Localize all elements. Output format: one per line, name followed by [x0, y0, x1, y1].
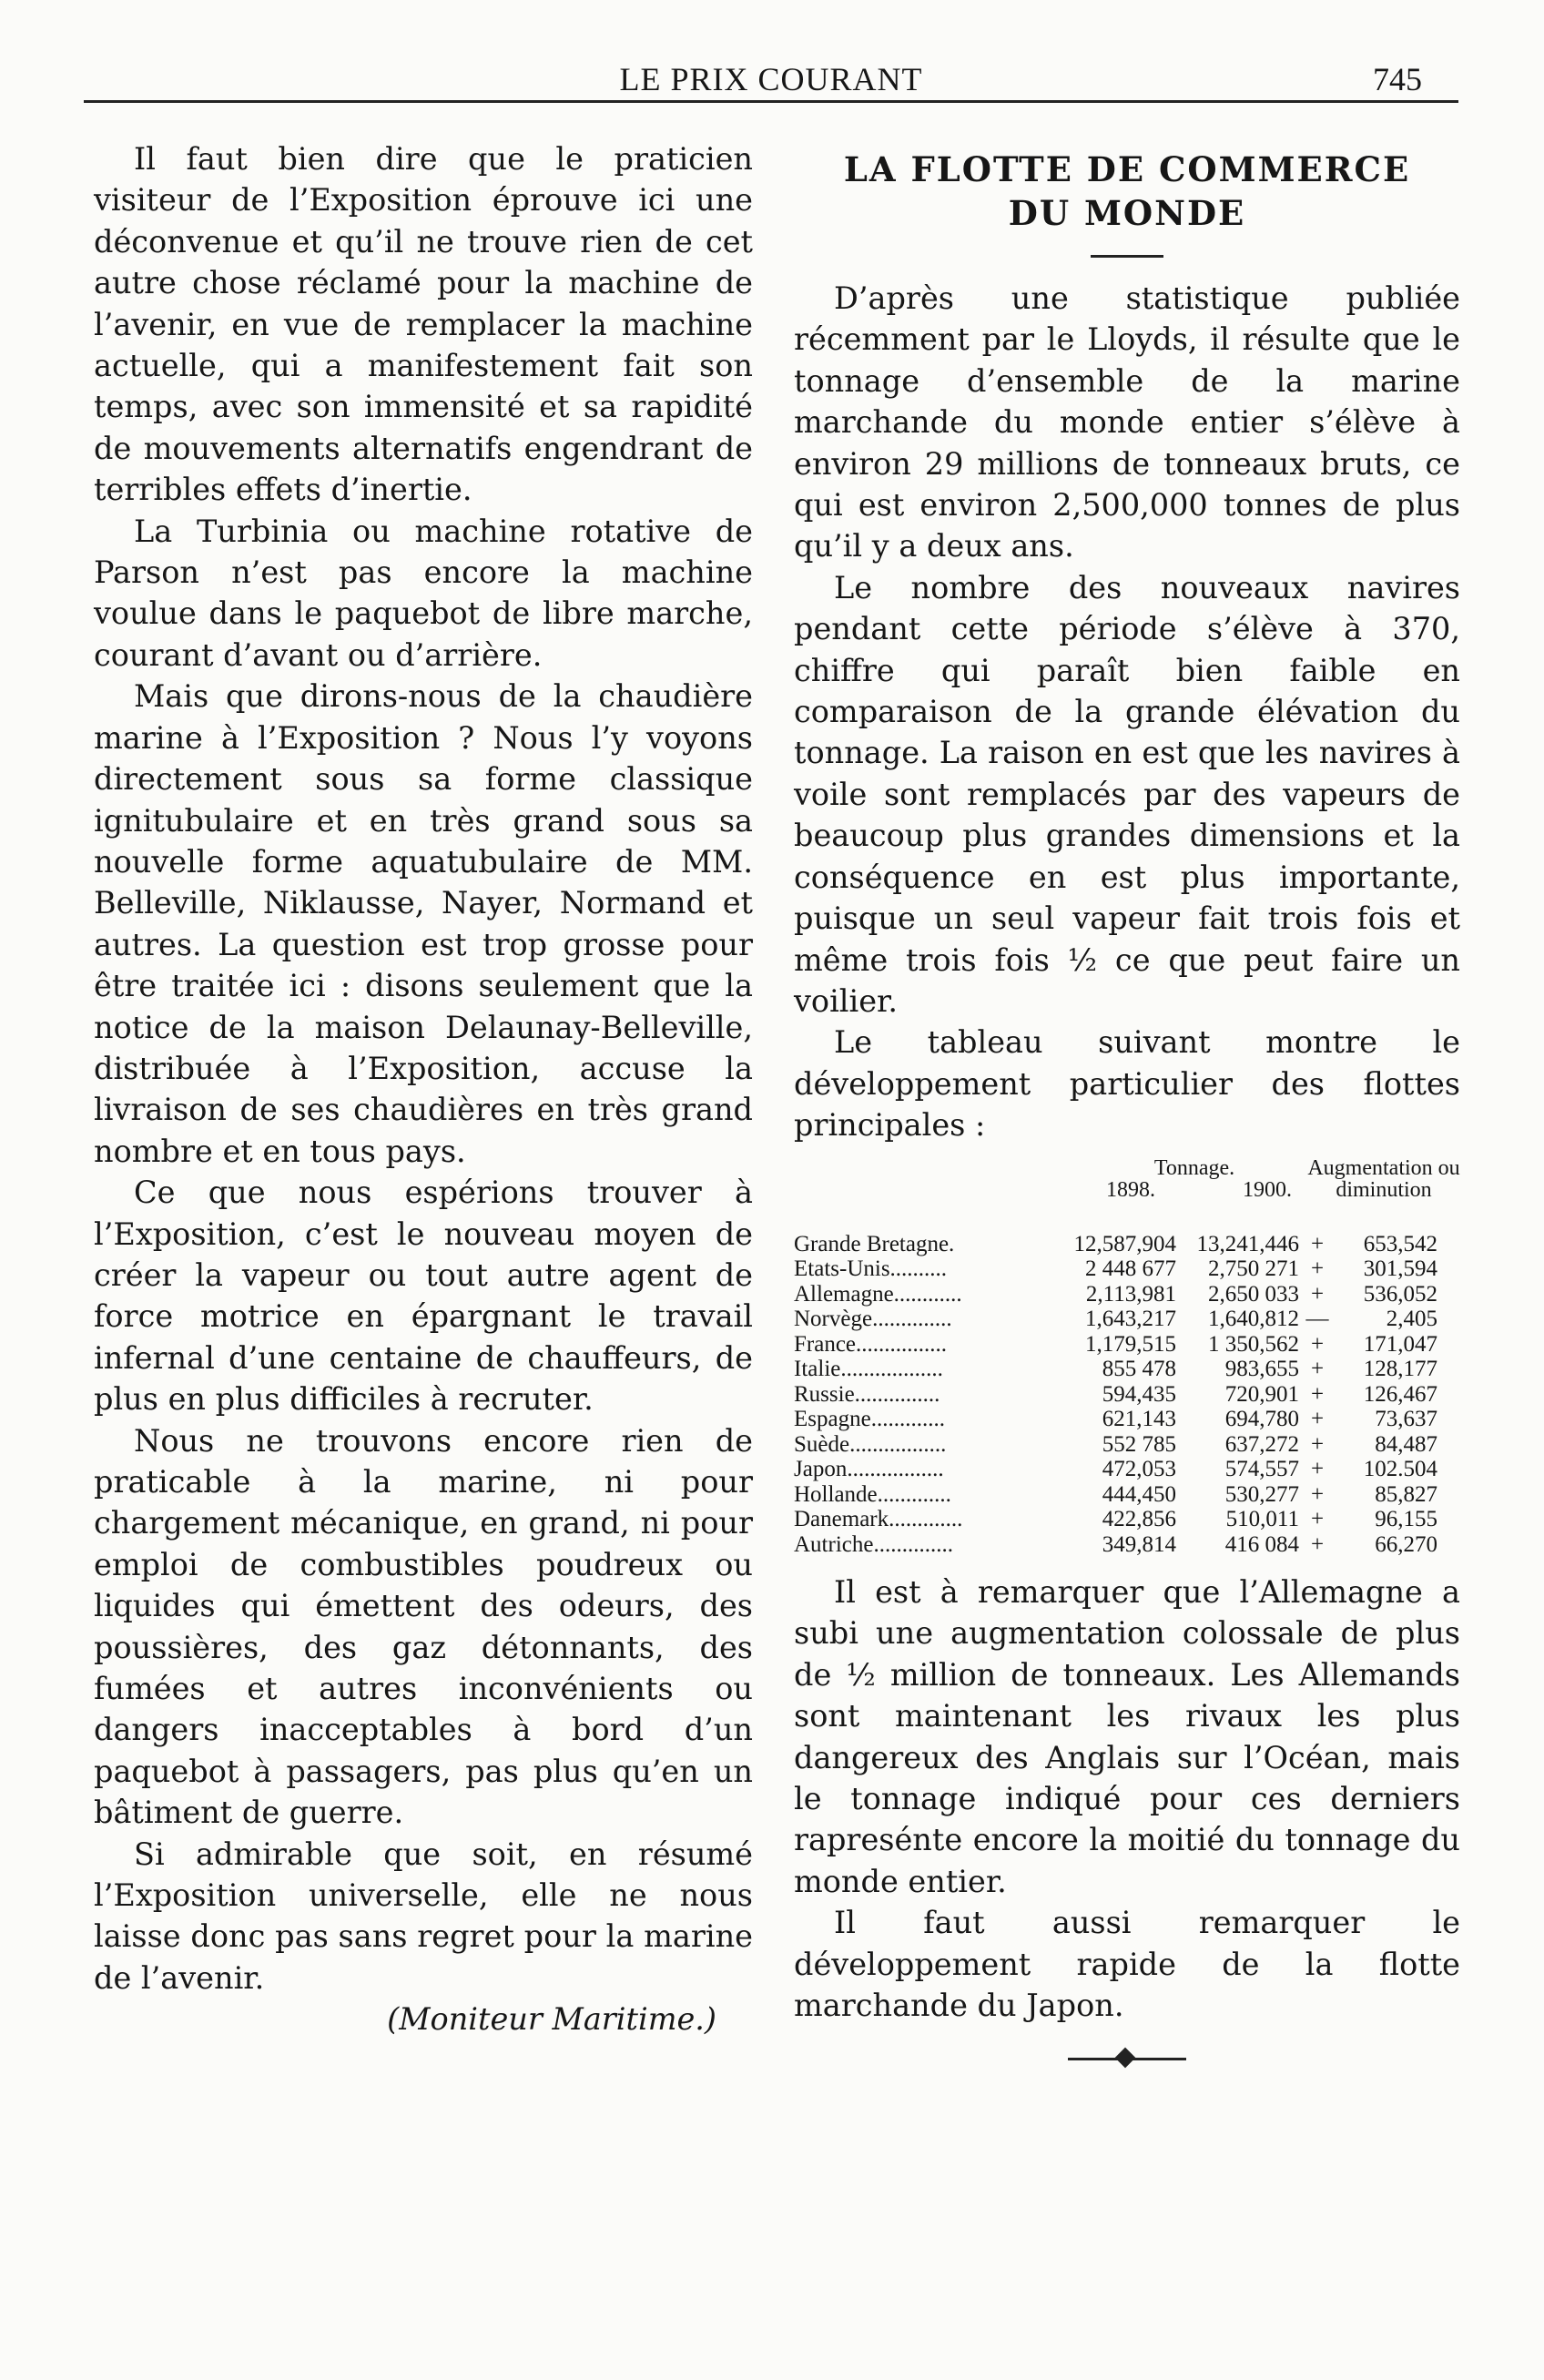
- table-cell-1898: 444,450: [1102, 1481, 1176, 1507]
- table-cell-country: France................: [794, 1331, 948, 1357]
- table-header: [794, 1157, 1460, 1232]
- table-cell-change: 73,637: [1375, 1407, 1437, 1432]
- table-cell-1898: 12,587,904: [1073, 1231, 1176, 1256]
- table-cell-sign: +: [1310, 1231, 1325, 1256]
- table-cell-country: Japon.................: [794, 1457, 944, 1482]
- table-cell-change: 126,467: [1363, 1381, 1437, 1407]
- paragraph: Il faut bien dire que le praticien visiteur de l’Exposition éprouve ici une déconvenue et qu’il ne trouve rien de cet autre chose réclamé pour la machine de l’avenir, en vue de remplacer la machine actuelle, qui a manifestement fait son temps, avec son immensité et sa rapidité de mouvements alternatifs engendrant de terribles effets d’inertie.: [94, 141, 753, 508]
- table-cell-1900: 720,901: [1224, 1381, 1299, 1407]
- article-title: [794, 147, 1460, 235]
- running-title: LE PRIX COURANT: [619, 61, 923, 97]
- table-cell-change: 171,047: [1363, 1331, 1437, 1357]
- table-cell-change: 96,155: [1375, 1507, 1437, 1532]
- tonnage-table: [794, 1157, 1460, 1558]
- article-title-line: LA FLOTTE DE COMMERCE: [843, 149, 1411, 189]
- table-row: [794, 1457, 1460, 1482]
- table-cell-1900: 530,277: [1224, 1481, 1299, 1507]
- header-augmentation: Augmentation ou diminution: [1307, 1155, 1460, 1202]
- table-cell-1898: 621,143: [1102, 1407, 1176, 1432]
- table-cell-sign: +: [1310, 1331, 1325, 1357]
- table-cell-change: 536,052: [1363, 1281, 1437, 1307]
- header-1900: 1900.: [1243, 1177, 1292, 1202]
- table-cell-change: 66,270: [1375, 1531, 1437, 1557]
- table-cell-change: 2,405: [1386, 1307, 1437, 1332]
- paragraph: Le tableau suivant montre le développement particulier des flottes principales :: [794, 1024, 1460, 1144]
- table-cell-1900: 2,750 271: [1208, 1256, 1299, 1282]
- table-cell-1900: 2,650 033: [1208, 1281, 1299, 1307]
- table-cell-country: Russie...............: [794, 1381, 940, 1407]
- table-row: [794, 1507, 1460, 1532]
- table-cell-1900: 983,655: [1224, 1357, 1299, 1382]
- table-cell-country: Espagne.............: [794, 1407, 945, 1432]
- table-cell-1900: 1 350,562: [1208, 1331, 1299, 1357]
- table-cell-change: 84,487: [1375, 1431, 1437, 1457]
- table-row: [794, 1382, 1460, 1408]
- end-ornament: [1068, 2058, 1186, 2060]
- paragraph: Il faut aussi remarquer le développement rapide de la flotte marchande du Japon.: [794, 1905, 1460, 2024]
- table-cell-country: Italie..................: [794, 1357, 943, 1382]
- table-cell-sign: +: [1310, 1507, 1325, 1532]
- left-column: [94, 138, 753, 2040]
- table-cell-1900: 694,780: [1224, 1407, 1299, 1432]
- table-row: [794, 1332, 1460, 1358]
- paragraph: Nous ne trouvons encore rien de praticable à la marine, ni pour chargement mécanique, en grand, ni pour emploi de combustibles poudreux ou liquides qui émettent des odeurs, des poussières, des gaz détonnants, des fumées et autres inconvénients ou dangers inacceptables à bord d’un paquebot à passagers, pas plus qu’en un bâtiment de guerre.: [94, 1422, 753, 1831]
- table-cell-1900: 574,557: [1224, 1457, 1299, 1482]
- table-row: [794, 1256, 1460, 1282]
- table-cell-country: Norvège..............: [794, 1307, 952, 1332]
- paragraph: Mais que dirons-nous de la chaudière marine à l’Exposition ? Nous l’y voyons directement sous sa forme classique ignitubulaire et en très grand sous sa nouvelle forme aquatubulaire de MM. Belleville, Niklausse, Nayer, Normand et autres. La question est trop grosse pour être traitée ici : disons seulement que la notice de la maison Delaunay-Belleville, distribuée à l’Exposition, accuse la livraison de ses chaudières en très grand nombre et en tous pays.: [94, 678, 753, 1169]
- table-cell-1898: 594,435: [1102, 1381, 1176, 1407]
- table-cell-sign: +: [1310, 1481, 1325, 1507]
- table-cell-1898: 1,643,217: [1085, 1307, 1176, 1332]
- table-cell-1898: 422,856: [1102, 1507, 1176, 1532]
- header-1898: 1898.: [1106, 1177, 1155, 1202]
- table-cell-sign: +: [1310, 1381, 1325, 1407]
- table-cell-sign: +: [1310, 1357, 1325, 1382]
- table-cell-change: 653,542: [1363, 1231, 1437, 1256]
- table-cell-country: Danemark.............: [794, 1507, 963, 1532]
- table-cell-sign: +: [1310, 1256, 1325, 1282]
- table-cell-1900: 1,640,812: [1208, 1307, 1299, 1332]
- table-cell-1898: 552 785: [1102, 1431, 1176, 1457]
- table-cell-sign: —: [1305, 1307, 1329, 1332]
- header-tonnage: Tonnage.: [1153, 1155, 1235, 1180]
- table-row: [794, 1307, 1460, 1332]
- table-body: [794, 1232, 1460, 1558]
- paragraph: Ce que nous espérions trouver à l’Exposition, c’est le nouveau moyen de créer la vapeur ou tout autre agent de force motrice en épargnant le travail infernal d’une centaine de chauffeurs, de plus en plus difficiles à recruter.: [94, 1175, 753, 1418]
- table-cell-sign: +: [1310, 1531, 1325, 1557]
- table-cell-1898: 2,113,981: [1085, 1281, 1176, 1307]
- table-row: [794, 1357, 1460, 1382]
- paragraph: La Turbinia ou machine rotative de Parson n’est pas encore la machine voulue dans le paquebot de libre marche, courant d’avant ou d’arrière.: [94, 513, 753, 673]
- table-row: [794, 1282, 1460, 1307]
- article-title-line: DU MONDE: [1008, 193, 1246, 233]
- right-column: [794, 138, 1460, 2060]
- table-cell-country: Suède.................: [794, 1431, 947, 1457]
- table-cell-change: 128,177: [1363, 1357, 1437, 1382]
- table-row: [794, 1482, 1460, 1508]
- table-cell-country: Hollande.............: [794, 1481, 951, 1507]
- table-cell-1900: 13,241,446: [1196, 1231, 1299, 1256]
- table-cell-1898: 1,179,515: [1085, 1331, 1176, 1357]
- table-cell-sign: +: [1310, 1407, 1325, 1432]
- table-cell-change: 301,594: [1363, 1256, 1437, 1282]
- table-cell-sign: +: [1310, 1457, 1325, 1482]
- table-cell-1898: 2 448 677: [1085, 1256, 1176, 1282]
- title-divider: [1091, 255, 1163, 258]
- table-cell-change: 102.504: [1363, 1457, 1437, 1482]
- table-cell-1900: 510,011: [1225, 1507, 1299, 1532]
- page-number: 745: [1373, 61, 1422, 97]
- table-cell-change: 85,827: [1375, 1481, 1437, 1507]
- table-row: [794, 1532, 1460, 1558]
- table-cell-country: Grande Bretagne.: [794, 1231, 955, 1256]
- table-row: [794, 1432, 1460, 1458]
- table-cell-1898: 349,814: [1102, 1531, 1176, 1557]
- paragraph: Si admirable que soit, en résumé l’Exposition universelle, elle ne nous laisse donc pas sans regret pour la marine de l’avenir.: [94, 1836, 753, 1996]
- table-cell-country: Allemagne............: [794, 1281, 962, 1307]
- paragraph: D’après une statistique publiée récemment par le Lloyds, il résulte que le tonnage d’ensemble de la marine marchande du monde entier s’élève à environ 29 millions de tonneaux bruts, ce qui est environ 2,500,000 tonnes de plus qu’il y a deux ans.: [794, 280, 1460, 564]
- table-cell-1900: 416 084: [1224, 1531, 1299, 1557]
- table-cell-1898: 855 478: [1102, 1357, 1176, 1382]
- table-row: [794, 1232, 1460, 1257]
- table-cell-sign: +: [1310, 1281, 1325, 1307]
- paragraph: Le nombre des nouveaux navires pendant cette période s’élève à 370, chiffre qui paraît bien faible en comparaison de la grande élévation du tonnage. La raison en est que les navires à voile sont remplacés par des vapeurs de beaucoup plus grandes dimensions et la conséquence en est plus importante, puisque un seul vapeur fait trois fois et même trois fois ½ ce que peut faire un voilier.: [794, 569, 1460, 1019]
- table-cell-sign: +: [1310, 1431, 1325, 1457]
- page-header: [84, 55, 1458, 103]
- table-row: [794, 1407, 1460, 1432]
- table-cell-country: Etats-Unis..........: [794, 1256, 948, 1282]
- table-cell-country: Autriche..............: [794, 1531, 953, 1557]
- source-attribution: (Moniteur Maritime.): [387, 2001, 716, 2038]
- table-cell-1898: 472,053: [1102, 1457, 1176, 1482]
- table-cell-1900: 637,272: [1224, 1431, 1299, 1457]
- paragraph: Il est à remarquer que l’Allemagne a subi une augmentation colossale de plus de ½ million de tonneaux. Les Allemands sont maintenant les rivaux les plus dangereux des Anglais sur l’Océan, mais le tonnage indiqué pour ces derniers rapresénte encore la moitié du tonnage du monde entier.: [794, 1574, 1460, 1899]
